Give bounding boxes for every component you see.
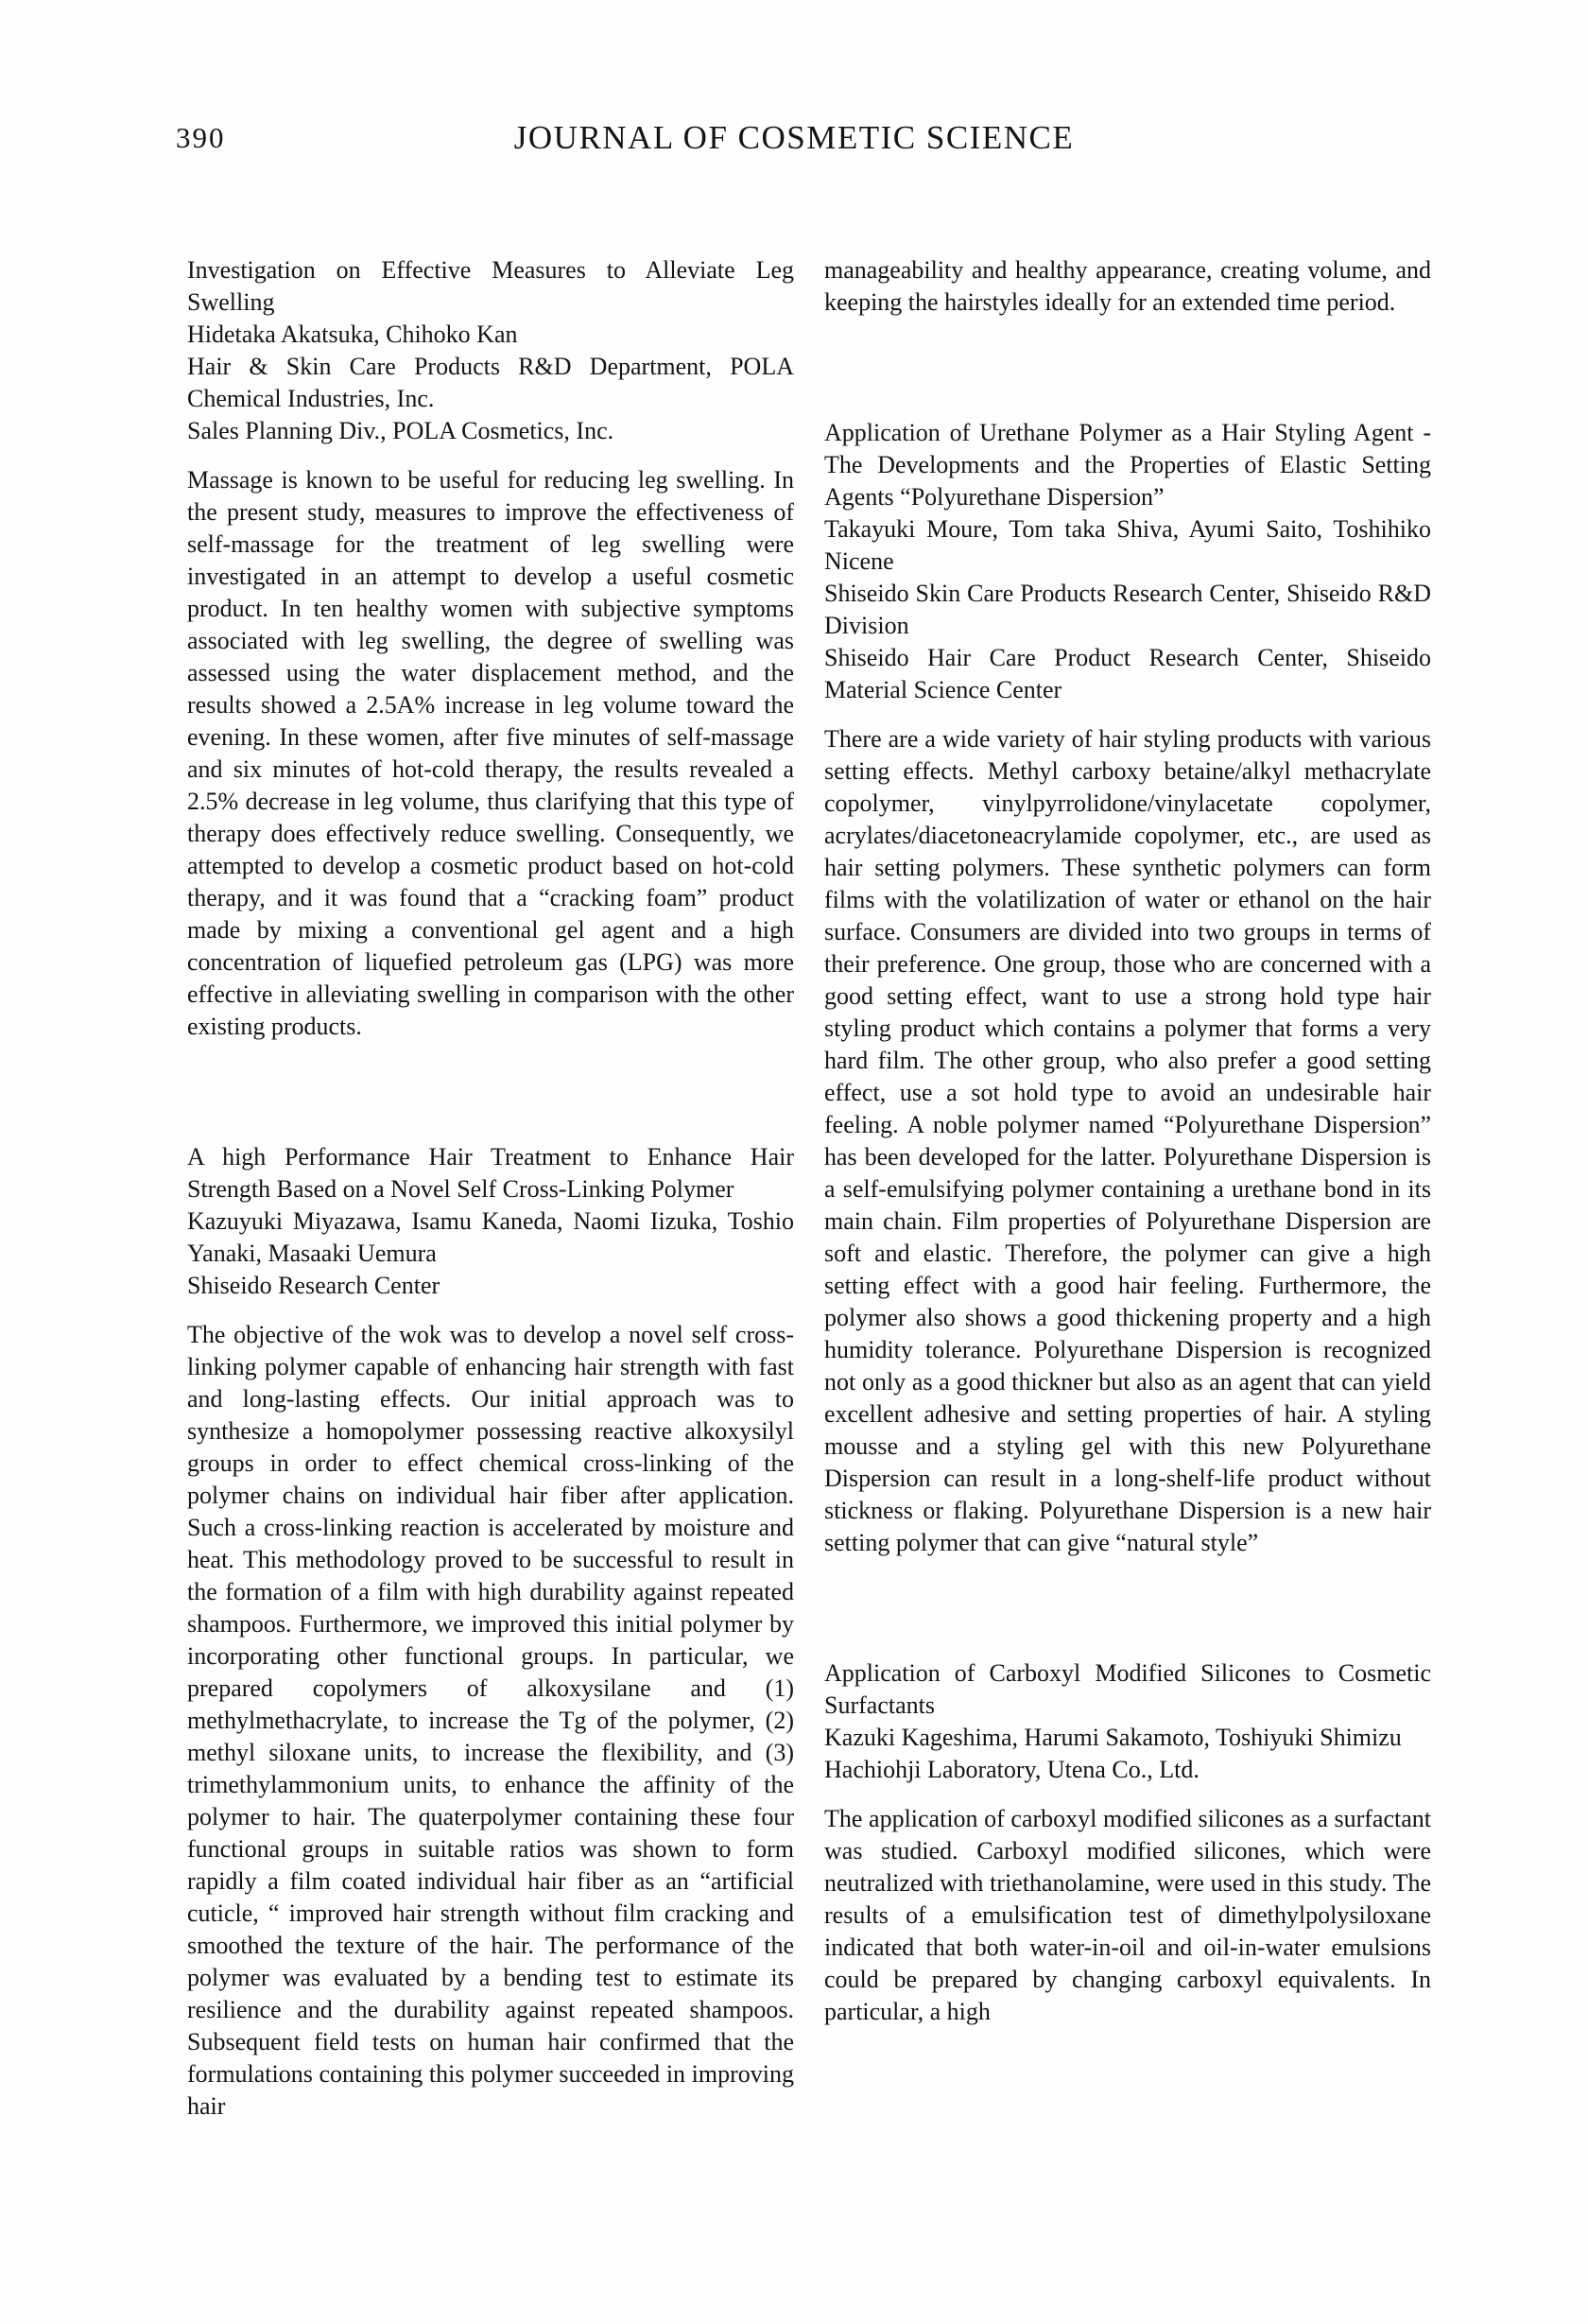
page-number: 390 xyxy=(176,121,226,154)
abstract-leg-swelling xyxy=(187,254,794,1043)
abstract-title: A high Performance Hair Treatment to Enhance Hair Strength Based on a Novel Self Cross-Linking Polymer xyxy=(187,1143,794,1203)
journal-title: JOURNAL OF COSMETIC SCIENCE xyxy=(513,119,1075,156)
abstract-affiliation: Shiseido Research Center xyxy=(187,1272,440,1299)
abstract-affiliation: Hachiohji Laboratory, Utena Co., Ltd. xyxy=(824,1756,1200,1783)
abstract-title: Investigation on Effective Measures to Alleviate Leg Swelling xyxy=(187,256,794,316)
abstract-title: Application of Carboxyl Modified Silicones to Cosmetic Surfactants xyxy=(824,1659,1431,1719)
abstract-body: There are a wide variety of hair styling products with various setting effects. Methyl carboxy betaine/alkyl methacrylate copolymer, vinylpyrrolidone/vinylacetate copolymer, acrylates/diacetoneacrylamide copolymer, etc., are used as hair setting polymers. These synthetic polymers can form films with the volatilization of water or ethanol on the hair surface. Consumers are divided into two groups in terms of their preference. One group, those who are concerned with a good setting effect, want to use a strong hold type hair styling product which contains a polymer that forms a very hard film. The other group, who also prefer a good setting effect, use a sot hold type to avoid an undesirable hair feeling. A noble polymer named “Polyurethane Dispersion” has been developed for the latter. Polyurethane Dispersion is a self-emulsifying polymer containing a urethane bond in its main chain. Film properties of Polyurethane Dispersion are soft and elastic. Therefore, the polymer can give a high setting effect with a good hair feeling. Furthermore, the polymer also shows a good thickening property and a high humidity tolerance. Polyurethane Dispersion is recognized not only as a good thickner but also as an agent that can yield excellent adhesive and setting properties of hair. A styling mousse and a styling gel with this new Polyurethane Dispersion can result in a long-shelf-life product without stickness or flaking. Polyurethane Dispersion is a new hair setting polymer that can give “natural style” xyxy=(824,725,1431,1556)
abstract-affiliation: Sales Planning Div., POLA Cosmetics, Inc. xyxy=(187,417,614,444)
continuation-text: manageability and healthy appearance, creating volume, and keeping the hairstyles ideally for an extended time period. xyxy=(824,256,1431,316)
abstract-head xyxy=(187,254,794,447)
abstract-affiliation: Shiseido Skin Care Products Research Center, Shiseido R&D Division xyxy=(824,580,1431,639)
abstract-urethane-polymer xyxy=(824,417,1431,1559)
abstract-body: Massage is known to be useful for reducing leg swelling. In the present study, measures to improve the effectiveness of self-massage for the treatment of leg swelling were investigated in an attempt to develop a useful cosmetic product. In ten healthy women with subjective symptoms associated with leg swelling, the degree of swelling was assessed using the water displacement method, and the results showed a 2.5A% increase in leg volume toward the evening. In these women, after five minutes of self-massage and six minutes of hot-cold therapy, the results revealed a 2.5% decrease in leg volume, thus clarifying that this type of therapy does effectively reduce swelling. Consequently, we attempted to develop a cosmetic product based on hot-cold therapy, and it was found that a “cracking foam” product made by mixing a conventional gel agent and a high concentration of liquefied petroleum gas (LPG) was more effective in alleviating swelling in comparison with the other existing products. xyxy=(187,466,794,1040)
abstract-carboxyl-silicones xyxy=(824,1657,1431,2028)
abstract-head xyxy=(187,1141,794,1302)
abstract-authors: Kazuki Kageshima, Harumi Sakamoto, Toshiyuki Shimizu xyxy=(824,1724,1402,1751)
abstract-authors: Takayuki Moure, Tom taka Shiva, Ayumi Saito, Toshihiko Nicene xyxy=(824,515,1431,575)
right-column xyxy=(824,254,1431,2028)
abstract-head xyxy=(824,417,1431,706)
abstract-body: The application of carboxyl modified silicones as a surfactant was studied. Carboxyl modified silicones, which were neutralized with triethanolamine, were used in this study. The results of a emulsification test of dimethylpolysiloxane indicated that both water-in-oil and oil-in-water emulsions could be prepared by changing carboxyl equivalents. In particular, a high xyxy=(824,1805,1431,2025)
abstract-title: Application of Urethane Polymer as a Hair Styling Agent -The Developments and the Properties of Elastic Setting Agents “Polyurethane Dispersion” xyxy=(824,419,1431,511)
abstract-affiliation: Hair & Skin Care Products R&D Department, POLA Chemical Industries, Inc. xyxy=(187,353,794,412)
abstract-affiliation: Shiseido Hair Care Product Research Center, Shiseido Material Science Center xyxy=(824,644,1431,703)
abstract-hair-treatment xyxy=(187,1141,794,2123)
left-column xyxy=(187,254,794,2123)
abstract-body: The objective of the wok was to develop a novel self cross-linking polymer capable of enhancing hair strength with fast and long-lasting effects. Our initial approach was to synthesize a homopolymer possessing reactive alkoxysilyl groups in order to effect chemical cross-linking of the polymer chains on individual hair fiber after application. Such a cross-linking reaction is accelerated by moisture and heat. This methodology proved to be successful to result in the formation of a film with high durability against repeated shampoos. Furthermore, we improved this initial polymer by incorporating other functional groups. In particular, we prepared copolymers of alkoxysilane and (1) methylmethacrylate, to increase the Tg of the polymer, (2) methyl siloxane units, to increase the flexibility, and (3) trimethylammonium units, to enhance the affinity of the polymer to hair. The quaterpolymer containing these four functional groups in suitable ratios was shown to form rapidly a film coated individual hair fiber as an “artificial cuticle, “ improved hair strength without film cracking and smoothed the texture of the hair. The performance of the polymer was evaluated by a bending test to estimate its resilience and the durability against repeated shampoos. Subsequent field tests on human hair confirmed that the formulations containing this polymer succeeded in improving hair xyxy=(187,1321,794,2120)
abstract-authors: Hidetaka Akatsuka, Chihoko Kan xyxy=(187,321,518,348)
abstract-head xyxy=(824,1657,1431,1786)
abstract-authors: Kazuyuki Miyazawa, Isamu Kaneda, Naomi Iizuka, Toshio Yanaki, Masaaki Uemura xyxy=(187,1207,794,1267)
